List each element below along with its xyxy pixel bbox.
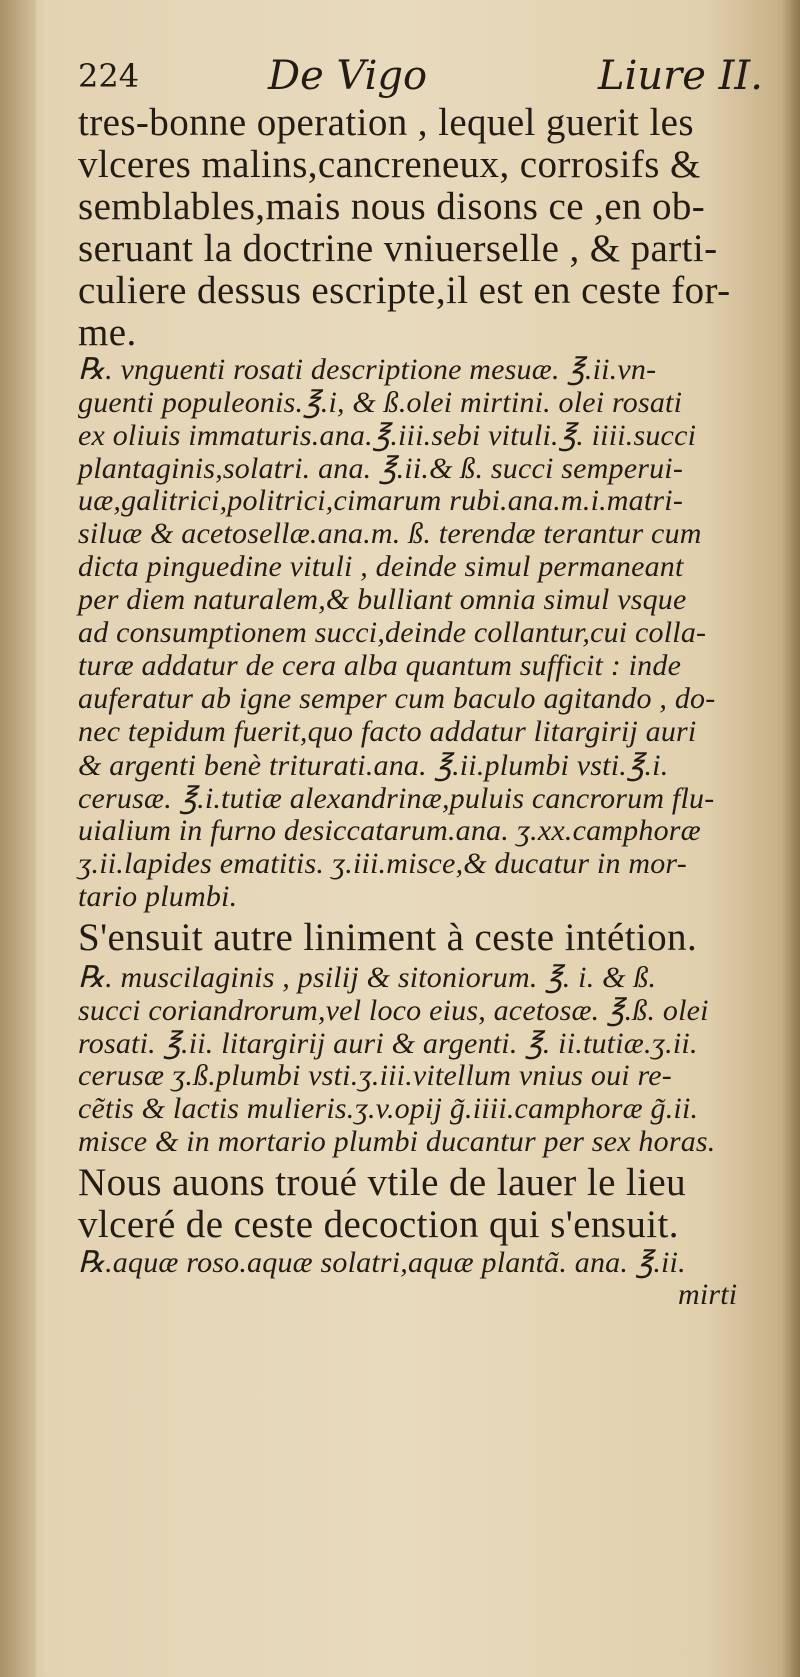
text-line: vlceré de ceste decoction qui s'ensuit. [78, 1203, 679, 1246]
text-line: siluæ & acetosellæ.ana.m. ß. terendæ terantur cum [78, 517, 702, 550]
text-line: nec tepidum fuerit,quo facto addatur litargirij auri [78, 715, 697, 748]
text-line: dicta pinguedine vituli , deinde simul permaneant [78, 550, 684, 583]
text-line: guenti populeonis.℥.i, & ß.olei mirtini. olei rosati [78, 386, 683, 419]
text-line: me. [78, 311, 137, 354]
text-line: uæ,galitrici,politrici,cimarum rubi.ana.m.i.matri- [78, 484, 684, 517]
page-gutter [0, 0, 36, 1677]
page-number: 224 [78, 57, 140, 95]
text-line: culiere dessus escripte,il est en ceste for- [78, 269, 731, 312]
text-line: succi coriandrorum,vel loco eius, acetosæ. ℥.ß. olei [78, 994, 709, 1027]
text-line: ad consumptionem succi,deinde collantur,cui colla- [78, 616, 707, 649]
text-line: plantaginis,solatri. ana. ℥.ii.& ß. succi semperui- [78, 452, 684, 485]
text-line: tario plumbi. [78, 880, 238, 913]
text-line: semblables,mais nous disons ce ,en ob- [78, 185, 706, 228]
page-edge-shadow [782, 0, 800, 1677]
text-line: seruant la doctrine vniuerselle , & parti- [78, 227, 718, 270]
text-line: per diem naturalem,& bulliant omnia simul vsque [78, 583, 687, 616]
text-line: vlceres malins,cancreneux, corrosifs & [78, 143, 701, 186]
text-line: ℞. muscilaginis , psilij & sitoniorum. ℥. i. & ß. [78, 961, 657, 994]
text-line: turæ addatur de cera alba quantum sufficit : inde [78, 649, 682, 682]
text-line: cerusæ. ℥.i.tutiæ alexandrinæ,puluis cancrorum flu- [78, 782, 715, 815]
text-line: & argenti benè triturati.ana. ℥.ii.plumbi vsti.℥.i. [78, 749, 669, 782]
text-line: rosati. ℥.ii. litargirij auri & argenti. ℥. ii.tutiæ.ʒ.ii. [78, 1027, 698, 1060]
text-line: cẽtis & lactis mulieris.ʒ.v.opij g̃.iiii.camphoræ g̃.ii. [78, 1092, 699, 1125]
text-line: ℞. vnguenti rosati descriptione mesuæ. ℥.ii.vn- [78, 353, 657, 386]
text-line: ʒ.ii.lapides ematitis. ʒ.iii.misce,& ducatur in mor- [78, 847, 687, 880]
text-line: S'ensuit autre liniment à ceste intétion. [78, 916, 698, 959]
running-title: De Vigo [268, 53, 428, 99]
text-line: mirti [678, 1278, 738, 1311]
text-line: cerusæ ʒ.ß.plumbi vsti.ʒ.iii.vitellum vnius oui re- [78, 1059, 672, 1092]
text-line: ℞.aquæ roso.aquæ solatri,aquæ plantã. ana. ℥.ii. [78, 1246, 686, 1279]
text-line: misce & in mortario plumbi ducantur per sex horas. [78, 1125, 716, 1158]
text-line: Nous auons troué vtile de lauer le lieu [78, 1161, 687, 1204]
text-line: uialium in furno desiccatarum.ana. ʒ.xx.camphoræ [78, 814, 701, 847]
text-line: ex oliuis immaturis.ana.℥.iii.sebi vituli.℥. iiii.succi [78, 419, 697, 452]
text-line: auferatur ab igne semper cum baculo agitando , do- [78, 682, 716, 715]
text-line: tres-bonne operation , lequel guerit les [78, 101, 694, 144]
book-label: Liure II. [598, 53, 763, 99]
